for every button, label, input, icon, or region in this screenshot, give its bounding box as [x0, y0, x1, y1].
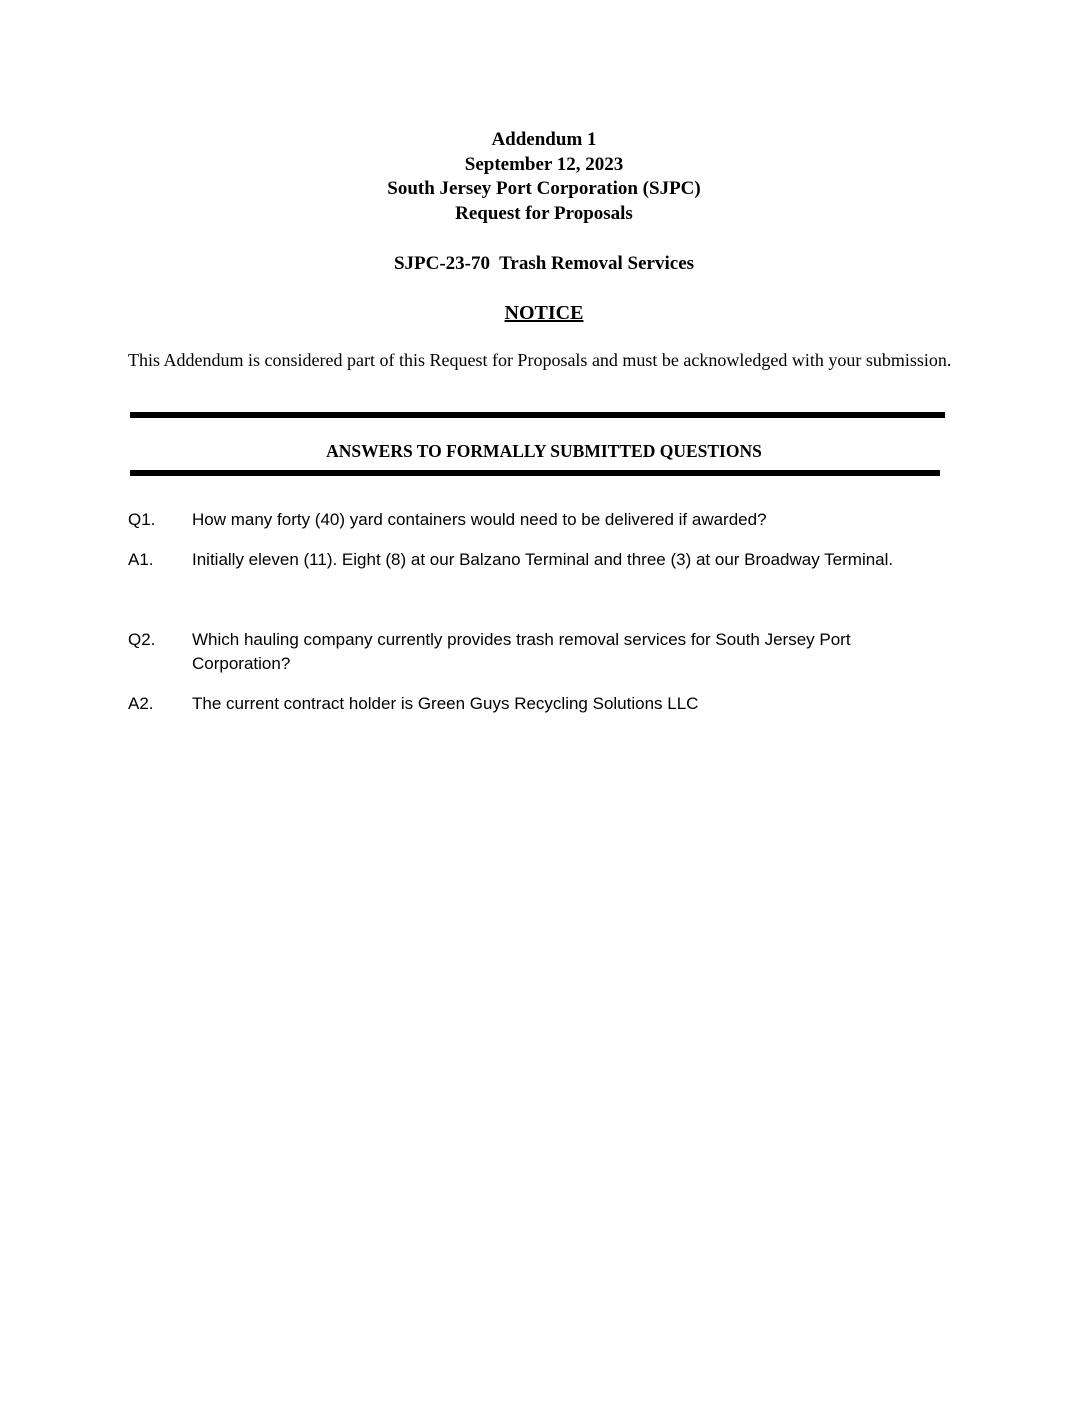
answer-1-text: Initially eleven (11). Eight (8) at our Balzano Terminal and three (3) at our Broadway Terminal.: [192, 550, 894, 569]
answer-2-text: The current contract holder is Green Guys Recycling Solutions LLC: [192, 694, 699, 713]
notice-text: This Addendum is considered part of this Request for Proposals and must be acknowledged with your submission.: [128, 350, 952, 370]
organization-name: South Jersey Port Corporation (SJPC): [387, 178, 701, 199]
answer-2-label: A2.: [128, 694, 154, 713]
document-header: [0, 128, 1088, 226]
question-2-text: Which hauling company currently provides trash removal services for South Jersey Port Corporation?: [192, 630, 851, 673]
section-heading: ANSWERS TO FORMALLY SUBMITTED QUESTIONS: [326, 441, 762, 461]
addendum-number: Addendum 1: [491, 129, 597, 150]
answer-1-label: A1.: [128, 550, 154, 569]
top-divider: [130, 412, 945, 418]
question-1-text: How many forty (40) yard containers would need to be delivered if awarded?: [192, 510, 767, 529]
bottom-divider: [130, 470, 940, 476]
addendum-date: September 12, 2023: [464, 153, 624, 175]
rfp-title: SJPC-23-70 Trash Removal Services: [393, 253, 695, 274]
document-type: Request for Proposals: [455, 202, 633, 224]
notice-heading: NOTICE: [504, 302, 584, 324]
question-2-label: Q2.: [128, 630, 156, 649]
question-1-label: Q1.: [128, 510, 156, 529]
